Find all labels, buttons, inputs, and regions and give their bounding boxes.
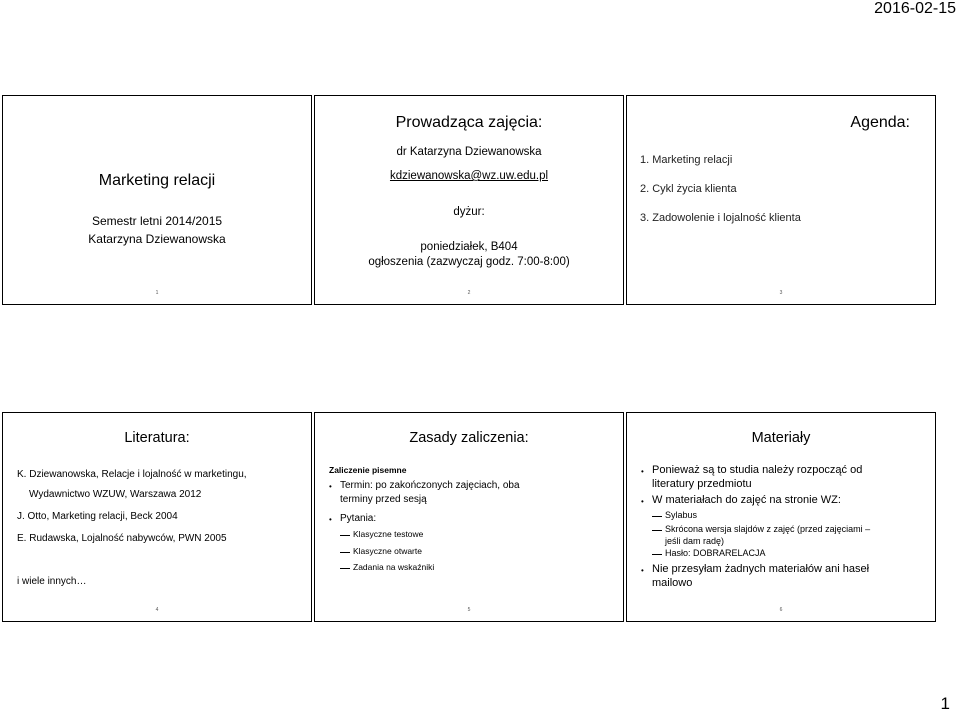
sub-item: Sylabus bbox=[665, 510, 698, 520]
agenda-item: 3. Zadowolenie i lojalność klienta bbox=[640, 212, 801, 224]
slide-3 bbox=[626, 95, 936, 305]
duty-line-1: poniedziałek, B404 bbox=[420, 241, 518, 253]
dash-icon bbox=[652, 530, 662, 531]
slide-title: Literatura: bbox=[124, 430, 190, 446]
slide-4 bbox=[2, 412, 312, 622]
dash-icon bbox=[340, 568, 350, 569]
agenda-item: 1. Marketing relacji bbox=[640, 154, 733, 166]
slide-title: Materiały bbox=[751, 430, 811, 446]
dash-icon bbox=[652, 516, 662, 517]
email-link[interactable]: kdziewanowska@wz.uw.edu.pl bbox=[389, 170, 549, 182]
slide-1 bbox=[2, 95, 312, 305]
email-row bbox=[315, 170, 623, 182]
duty-line-2: ogłoszenia (zazwyczaj godz. 7:00-8:00) bbox=[368, 256, 570, 268]
slide-number: 6 bbox=[779, 607, 783, 613]
bullet-text: W materiałach do zajęć na stronie WZ: bbox=[652, 494, 841, 506]
slide-title: Agenda: bbox=[850, 114, 910, 131]
slide-number: 5 bbox=[467, 607, 471, 613]
bullet-text: Ponieważ są to studia należy rozpocząć od bbox=[652, 464, 863, 476]
page-number: 1 bbox=[940, 694, 950, 713]
sub-item: Skrócona wersja slajdów z zajęć (przed zajęciami – bbox=[665, 524, 871, 534]
literature-item: K. Dziewanowska, Relacje i lojalność w marketingu, bbox=[17, 469, 247, 480]
slide-number: 1 bbox=[155, 290, 159, 296]
duty-label: dyżur: bbox=[453, 206, 485, 218]
sub-item: Hasło: DOBRARELACJA bbox=[665, 548, 766, 558]
slide-number: 2 bbox=[467, 290, 471, 296]
sub-item: Klasyczne otwarte bbox=[353, 546, 422, 556]
bullet-icon: • bbox=[329, 482, 332, 491]
bullet-icon: • bbox=[641, 497, 644, 506]
date: 2016-02-15 bbox=[874, 0, 956, 17]
slide-5 bbox=[314, 412, 624, 622]
slide-number: 3 bbox=[779, 290, 783, 296]
literature-more: i wiele innych… bbox=[17, 576, 87, 587]
lecturer-name: dr Katarzyna Dziewanowska bbox=[396, 146, 542, 158]
semester-text: Semestr letni 2014/2015 bbox=[91, 214, 223, 228]
bullet-text: Termin: po zakończonych zajęciach, oba bbox=[340, 480, 520, 491]
slide-title: Zasady zaliczenia: bbox=[409, 430, 529, 446]
literature-item: E. Rudawska, Lojalność nabywców, PWN 2005 bbox=[17, 533, 227, 544]
dash-icon bbox=[340, 535, 350, 536]
bullet-icon: • bbox=[641, 467, 644, 476]
literature-item-cont: Wydawnictwo WZUW, Warszawa 2012 bbox=[29, 489, 202, 500]
sub-item: Zadania na wskaźniki bbox=[353, 562, 435, 572]
dash-icon bbox=[652, 554, 662, 555]
agenda-item: 2. Cykl życia klienta bbox=[640, 183, 737, 195]
bullet-icon: • bbox=[329, 515, 332, 524]
slide-number: 4 bbox=[155, 607, 159, 613]
bullet-text-cont: mailowo bbox=[652, 577, 693, 589]
dash-icon bbox=[340, 552, 350, 553]
slide-6 bbox=[626, 412, 936, 622]
sub-item: Klasyczne testowe bbox=[353, 529, 424, 539]
bullet-text-cont: literatury przedmiotu bbox=[652, 478, 752, 490]
sub-item-cont: jeśli dam radę) bbox=[665, 536, 725, 546]
slide-title: Marketing relacji bbox=[98, 172, 216, 189]
bullet-text: Pytania: bbox=[340, 513, 377, 524]
author-text: Katarzyna Dziewanowska bbox=[88, 232, 226, 246]
slide-2 bbox=[314, 95, 624, 305]
agenda-list bbox=[640, 154, 801, 241]
bullet-text-cont: terminy przed sesją bbox=[340, 494, 427, 505]
bullet-text: Nie przesyłam żadnych materiałów ani haseł bbox=[652, 563, 870, 575]
slide-title: Prowadząca zajęcia: bbox=[395, 114, 543, 131]
section-heading: Zaliczenie pisemne bbox=[329, 465, 407, 475]
bullet-icon: • bbox=[641, 566, 644, 575]
literature-item: J. Otto, Marketing relacji, Beck 2004 bbox=[17, 511, 178, 522]
